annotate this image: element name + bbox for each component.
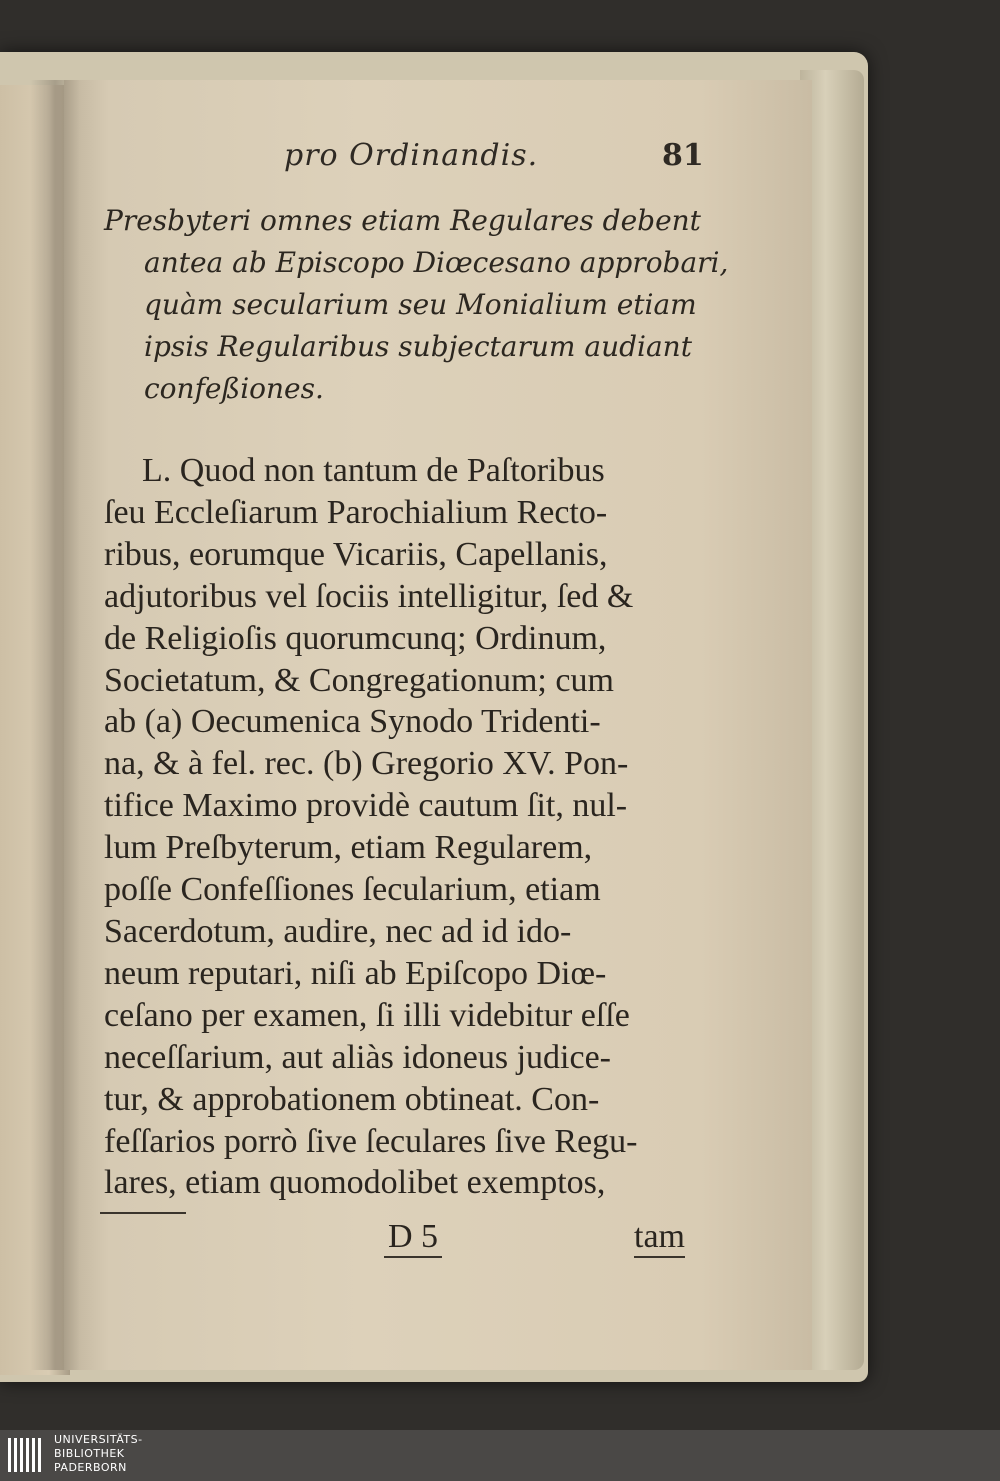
body-line: neum reputari, niſi ab Epiſcopo Diœ- xyxy=(104,954,607,992)
library-bars-icon xyxy=(6,1434,48,1476)
logo-line: BIBLIOTHEK xyxy=(54,1447,125,1460)
body-line: ribus, eorumque Vicariis, Capellanis, xyxy=(104,535,608,573)
italic-line: ipsis Regularibus subjectarum audiant xyxy=(144,330,692,363)
catchword: tam xyxy=(634,1218,685,1258)
body-line: na, & à fel. rec. (b) Gregorio XV. Pon- xyxy=(104,745,629,783)
body-line: ceſano per examen, ſi illi videbitur eſſe xyxy=(104,996,630,1034)
body-line: tur, & approbationem obtineat. Con- xyxy=(104,1080,600,1118)
body-line: lares, etiam quomodolibet exemptos, xyxy=(104,1164,606,1202)
library-logo-text xyxy=(54,1433,143,1475)
body-line: tifice Maximo providè cautum ſit, nul- xyxy=(104,787,628,825)
body-line: Societatum, & Congregationum; cum xyxy=(104,661,614,699)
underline-mark xyxy=(100,1212,186,1214)
library-footer-bar xyxy=(0,1430,1000,1481)
logo-line: UNIVERSITÄTS- xyxy=(54,1433,143,1446)
gutter-shadow xyxy=(30,80,80,1370)
logo-line: PADERBORN xyxy=(54,1461,127,1474)
body-paragraph xyxy=(104,450,704,1204)
italic-paragraph xyxy=(104,200,729,410)
signature-mark: D 5 xyxy=(384,1218,442,1258)
italic-line: antea ab Episcopo Diœcesano approbari, xyxy=(144,246,729,279)
body-line: adjutoribus vel ſociis intelligitur, ſed & xyxy=(104,577,634,615)
body-line: lum Preſbyterum, etiam Regularem, xyxy=(104,829,593,867)
body-line: ab (a) Oecumenica Synodo Tridenti- xyxy=(104,703,601,741)
page-number: 81 xyxy=(662,138,704,173)
body-line: de Religioſis quorumcunq; Ordinum, xyxy=(104,619,607,657)
italic-line: quàm secularium seu Monialium etiam xyxy=(144,288,697,321)
running-head: pro Ordinandis. xyxy=(284,138,539,173)
body-line: ſeu Eccleſiarum Parochialium Recto- xyxy=(104,493,608,531)
body-line: poſſe Confeſſiones ſecularium, etiam xyxy=(104,871,601,909)
italic-line: Presbyteri omnes etiam Regulares debent xyxy=(104,204,701,237)
italic-line: confeßiones. xyxy=(144,372,324,405)
body-line: L. Quod non tantum de Paſtoribus xyxy=(142,452,605,489)
body-line: Sacerdotum, audire, nec ad id ido- xyxy=(104,912,572,950)
body-line: neceſſarium, aut aliàs idoneus judice- xyxy=(104,1038,611,1076)
body-line: feſſarios porrò ſive ſeculares ſive Regu- xyxy=(104,1122,638,1160)
